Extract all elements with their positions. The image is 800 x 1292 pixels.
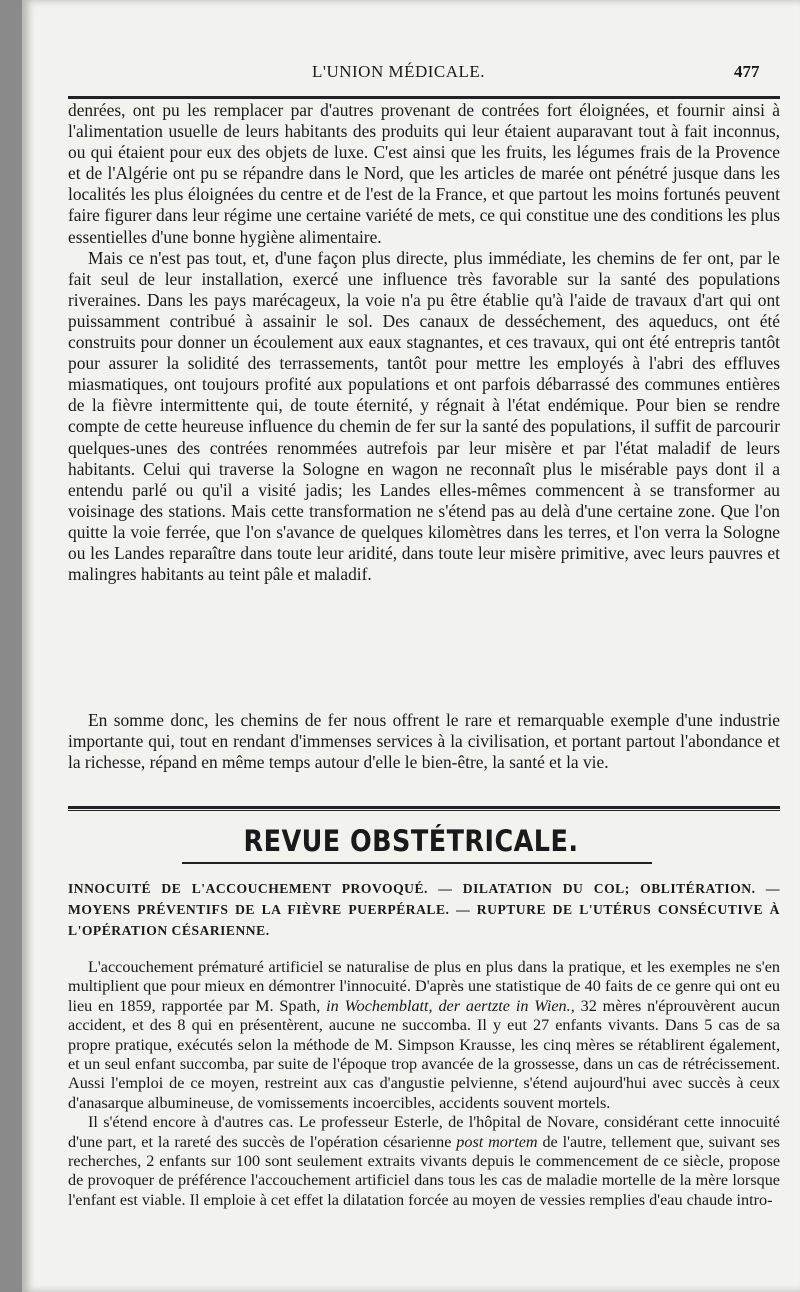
paragraph: Mais ce n'est pas tout, et, d'une façon plus directe, plus immédiate, les chemins de fer ont, par le fait seul de leur installation, exercé une influence très favorable sur la santé des populations riveraines. Dans les pays marécageux, la voie n'a pu être établie qu'à l'aide de travaux d'art qui ont puissamment contribué à assainir le sol. Des canaux de desséchement, des aqueducs, ont été construits pour donner un écoulement aux eaux stagnantes, et ces travaux, qui ont été entrepris tantôt pour assurer la solidité des terrassements, tantôt pour mettre les employés à l'abri des effluves miasmatiques, ont toujours profité aux populations et ont parfois débarrassé des communes entières de la fièvre intermittente qui, de toute éternité, y régnait à l'état endémique. Pour bien se rendre compte de cette heureuse influence du chemin de fer sur la santé des populations, il suffit de parcourir quelques-unes des contrées renommées autrefois par leur misère et par l'état maladif de leurs habitants. Celui qui traverse la Sologne en wagon ne reconnaît plus le misérable pays dont il a entendu parlé ou qu'il a visité jadis; les Landes elles-mêmes commencent à se transformer au voisinage des stations. Mais cette transformation ne s'étend pas au delà d'une certaine zone. Que l'on quitte la voie ferrée, que l'on s'avance de quelques kilomètres dans les terres, et l'on verra la Sologne ou les Landes reparaître dans toute leur aridité, dans toute leur misère primitive, avec leurs pauvres et malingres habitants au teint pâle et maladif.: [68, 247, 780, 585]
latin-term: post mortem: [456, 1132, 538, 1151]
journal-title: in Wochemblatt, der aertzte in Wien.: [326, 996, 571, 1015]
header-rule: [68, 96, 780, 99]
section-subheading: INNOCUITÉ DE L'ACCOUCHEMENT PROVOQUÉ. — DILATATION DU COL; OBLITÉRATION. — MOYENS PRÉVENTIFS DE LA FIÈVRE PUERPÉRALE. — RUPTURE DE L'UTÉRUS CONSÉCUTIVE À L'OPÉRATION CÉSARIENNE.: [68, 881, 780, 938]
paragraph: [68, 1113, 780, 1210]
paragraph: En somme donc, les chemins de fer nous offrent le rare et remarquable exemple d'une industrie importante qui, tout en rendant d'immenses services à la civilisation, et portant partout l'abondance et la richesse, répand en même temps autour d'elle le bien-être, la santé et la vie.: [68, 710, 780, 773]
paragraph: [68, 958, 780, 1113]
page-header: [22, 62, 800, 92]
paragraph-text: L'accouchement prématuré artificiel se naturalise de plus en plus dans la pratique, et les exemples ne s'en multiplient que pour mieux en démontrer l'innocuité. D'après une statistique de 40 faits de ce genre qui ont eu lieu en 1859, rapportée par M. Spath,: [68, 958, 780, 1015]
scanned-page: [22, 0, 800, 1292]
section-rule-thin: [68, 810, 780, 811]
paragraph-text: , 32 mères n'éprouvèrent aucun accident, et des 8 qui en présentèrent, aucune ne succomba. Il y eut 27 enfants vivants. Dans 5 cas de sa propre pratique, exécutés selon la méthode de M. Simpson Krausse, les cinq mères se rétablirent également, et un seul enfant succomba, par suite de l'époque trop avancée de la grossesse, dans un cas de rétrécissement. Aussi l'emploi de ce moyen, restreint aux cas d'angustie pelvienne, s'étend aujourd'hui avec succès à ceux d'anasarque albumineuse, de vomissements incoercibles, accidents souvent mortels.: [68, 996, 781, 1112]
paragraph-text: de l'autre, tellement que, suivant ses recherches, 2 enfants sur 100 sont seulement extraits vivants depuis le commencement de ce siècle, propose de provoquer de préférence l'accouchement artificiel dans tous les cas de maladie mortelle de la mère lorsque l'enfant est viable. Il emploie à cet effet la dilatation forcée au moyen de vessies remplies d'eau chaude intro-: [68, 1132, 780, 1209]
running-title: L'UNION MÉDICALE.: [312, 62, 486, 81]
section-body: [68, 958, 780, 1210]
title-rule: [182, 862, 652, 864]
paragraph-text: Il s'étend encore à d'autres cas. Le professeur Esterle, de l'hôpital de Novare, considérant cette innocuité d'une part, et la rareté des succès de l'opération césarienne: [68, 1113, 780, 1151]
page-number: 477: [734, 62, 760, 81]
paragraph: denrées, ont pu les remplacer par d'autres provenant de contrées fort éloignées, et fournir ainsi à l'alimentation usuelle de leurs habitants des produits qui leur étaient auparavant tout à fait inconnus, ou qui étaient pour eux des objets de luxe. C'est ainsi que les fruits, les légumes frais de la Provence et de l'Algérie ont pu se répandre dans le Nord, que les articles de marée ont pénétré jusque dans les localités les plus éloignées du centre et de l'est de la France, et que partout les moins fortunés peuvent faire figurer dans leur régime une certaine variété de mets, ce qui constitue une des conditions les plus essentielles d'une bonne hygiène alimentaire.: [68, 100, 780, 247]
article-body: [68, 100, 780, 585]
article-conclusion: [68, 710, 780, 773]
section-title: REVUE OBSTÉTRICALE.: [243, 824, 579, 858]
section-rule: [68, 806, 780, 809]
